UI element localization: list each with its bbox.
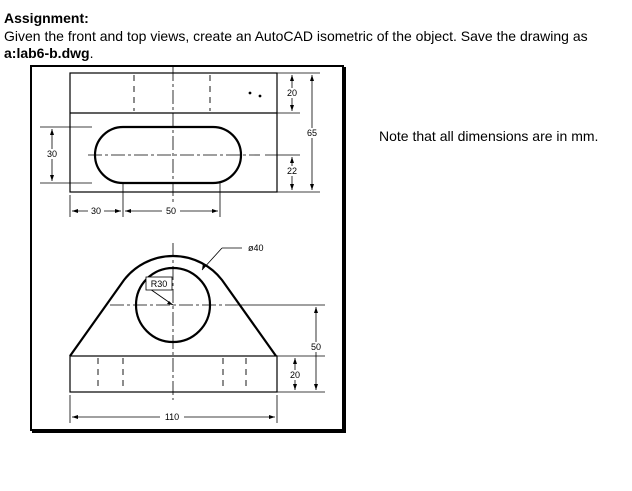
dim-label-30-bottom: 30 bbox=[90, 206, 102, 216]
assignment-title: Assignment: bbox=[4, 10, 89, 26]
dim-label-20-front: 20 bbox=[289, 370, 301, 380]
dim-label-20-top: 20 bbox=[286, 88, 298, 98]
dim-label-22: 22 bbox=[286, 166, 298, 176]
dim-label-30-left: 30 bbox=[46, 149, 58, 159]
center-mark bbox=[259, 95, 261, 97]
assignment-filename-line bbox=[4, 45, 93, 62]
assignment-filename: a:lab6-b.dwg bbox=[4, 45, 90, 61]
technical-drawing bbox=[30, 65, 350, 437]
dim-label-50-top: 50 bbox=[165, 206, 177, 216]
dim-label-50-front: 50 bbox=[310, 342, 322, 352]
dim-label-radius: R30 bbox=[150, 279, 168, 289]
filename-period: . bbox=[89, 45, 94, 61]
center-mark bbox=[249, 92, 251, 94]
dim-label-65: 65 bbox=[306, 128, 318, 138]
assignment-description: Given the front and top views, create an AutoCAD isometric of the object. Save the drawing as bbox=[4, 28, 588, 44]
dimension-note: Note that all dimensions are in mm. bbox=[379, 128, 599, 144]
dim-label-diameter: ø40 bbox=[248, 243, 264, 253]
dim-label-110: 110 bbox=[164, 412, 180, 422]
